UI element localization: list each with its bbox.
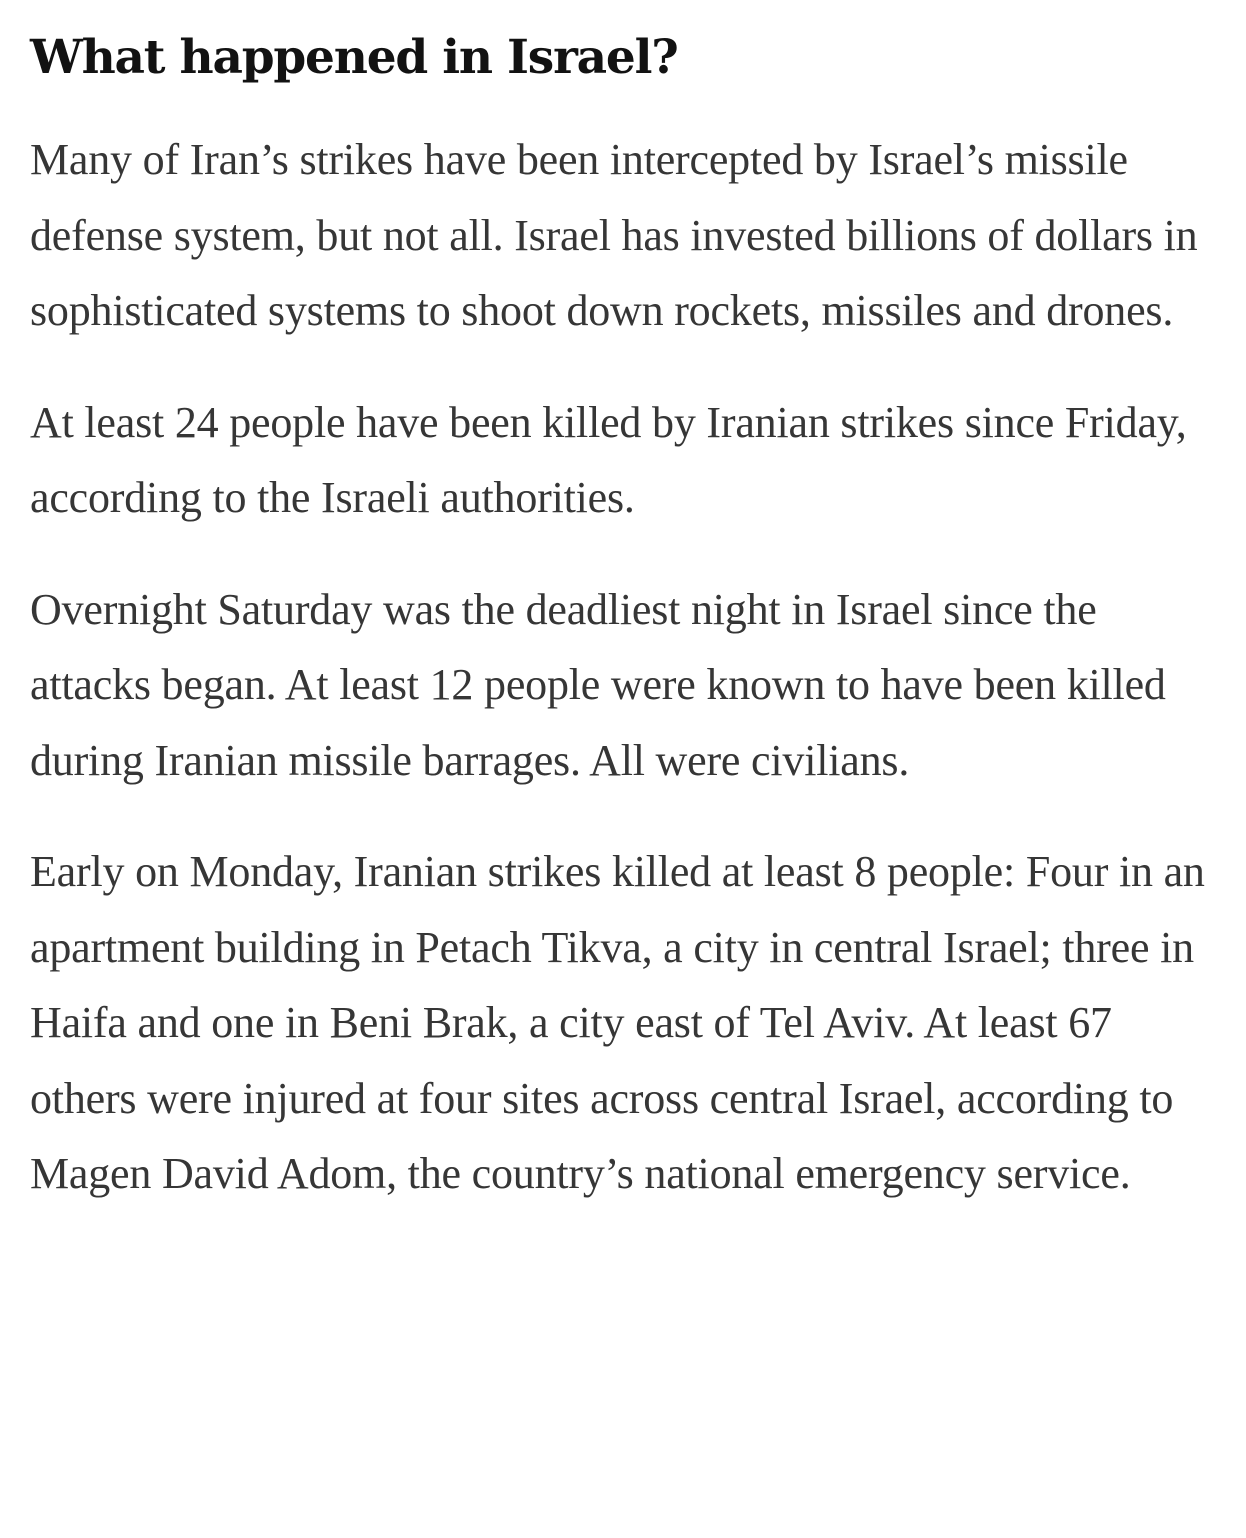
article-headline: What happened in Israel? <box>30 30 678 85</box>
article-paragraph-1: Many of Iran’s strikes have been intercepted by Israel’s missile defense system, but not all. Israel has invested billions of dollars in sophisticated systems to shoot down rockets, missiles and drones. <box>30 135 1198 335</box>
article <box>30 20 1226 1212</box>
article-paragraph-4: Early on Monday, Iranian strikes killed at least 8 people: Four in an apartment building in Petach Tikva, a city in central Israel; three in Haifa and one in Beni Brak, a city east of Tel Aviv. At least 67 others were injured at four sites across central Israel, according to Magen David Adom, the country’s national emergency service. <box>30 847 1205 1198</box>
article-paragraph-2: At least 24 people have been killed by Iranian strikes since Friday, according to the Israeli authorities. <box>30 397 1187 522</box>
article-paragraph-3: Overnight Saturday was the deadliest night in Israel since the attacks began. At least 12 people were known to have been killed during Iranian missile barrages. All were civilians. <box>30 584 1166 785</box>
